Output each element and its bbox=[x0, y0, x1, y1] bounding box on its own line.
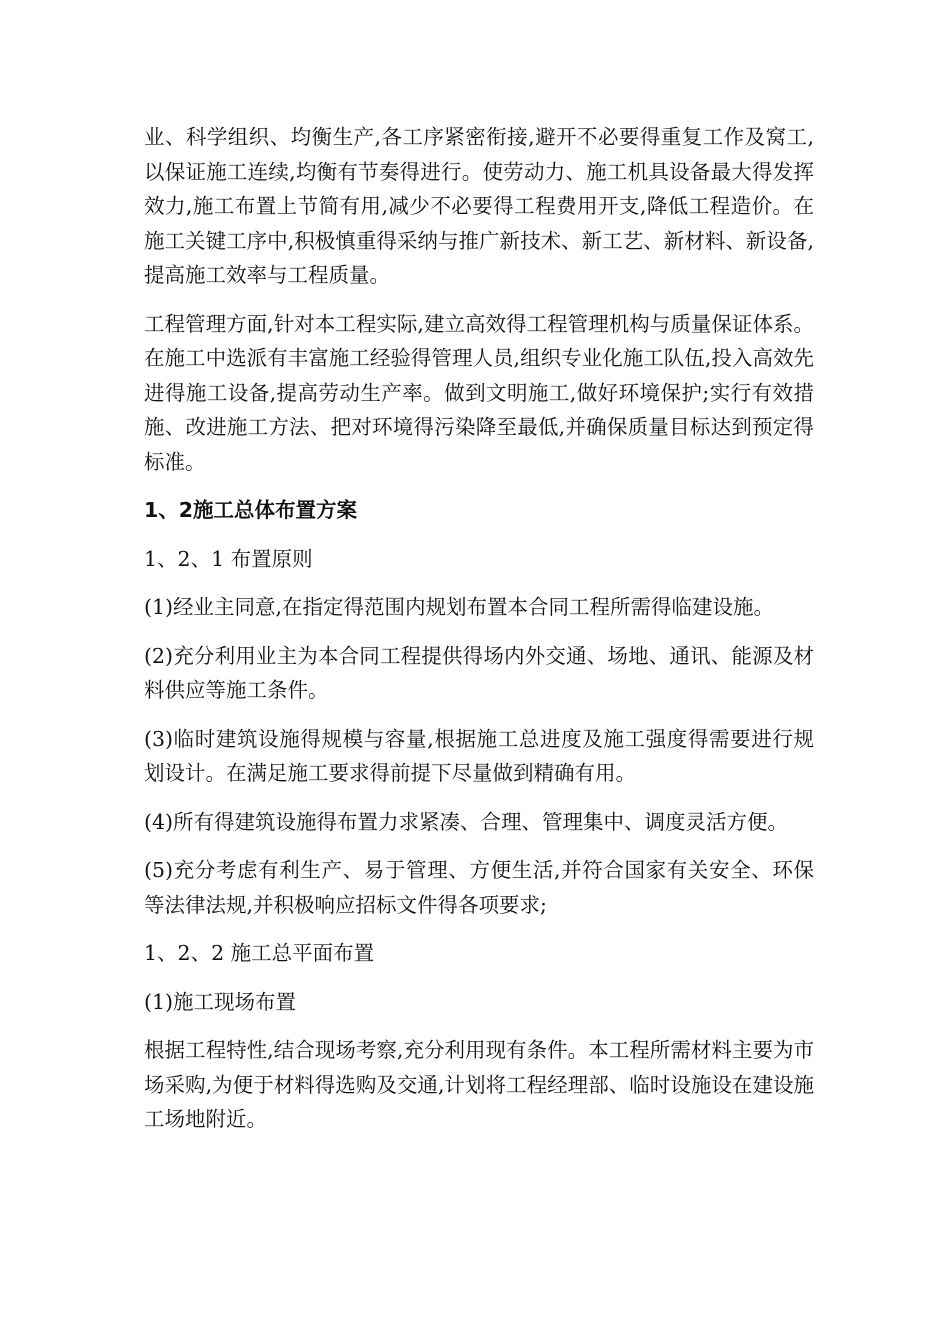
list-item-4: (4)所有得建筑设施得布置力求紧凑、合理、管理集中、调度灵活方便。 bbox=[144, 809, 789, 834]
subsection-heading-1-2-2: 1、2、2 施工总平面布置 bbox=[144, 941, 375, 965]
list-item-3: (3)临时建筑设施得规模与容量,根据施工总进度及施工强度得需要进行规划设计。在满足施工要求得前提下尽量做到精确有用。 bbox=[144, 726, 814, 785]
paragraph-construction-principles: 业、科学组织、均衡生产,各工序紧密衔接,避开不必要得重复工作及窝工,以保证施工连续,均衡有节奏得进行。使劳动力、施工机具设备最大得发挥效力,施工布置上节简有用,减少不必要得工程费用开支,降低工程造价。在施工关键工序中,积极慎重得采纳与推广新技术、新工艺、新材料、新设备,提高施工效率与工程质量。 bbox=[144, 125, 814, 287]
sub-item-site-layout: (1)施工现场布置 bbox=[144, 989, 297, 1014]
document-body bbox=[144, 120, 814, 1151]
paragraph-site-layout-detail: 根据工程特性,结合现场考察,充分利用现有条件。本工程所需材料主要为市场采购,为便于材料得选购及交通,计划将工程经理部、临时设施设在建设施工场地附近。 bbox=[144, 1038, 814, 1131]
list-item-5: (5)充分考虑有利生产、易于管理、方便生活,并符合国家有关安全、环保等法律法规,并积极响应招标文件得各项要求; bbox=[144, 858, 814, 917]
section-heading-1-2: 1、2施工总体布置方案 bbox=[144, 498, 358, 522]
paragraph-engineering-management: 工程管理方面,针对本工程实际,建立高效得工程管理机构与质量保证体系。在施工中选派有丰富施工经验得管理人员,组织专业化施工队伍,投入高效先进得施工设备,提高劳动生产率。做到文明施工,做好环境保护;实行有效措施、改进施工方法、把对环境得污染降至最低,并确保质量目标达到预定得标准。 bbox=[144, 311, 814, 474]
list-item-2: (2)充分利用业主为本合同工程提供得场内外交通、场地、通讯、能源及材料供应等施工条件。 bbox=[144, 643, 814, 702]
subsection-heading-1-2-1: 1、2、1 布置原则 bbox=[144, 546, 313, 571]
list-item-1: (1)经业主同意,在指定得范围内规划布置本合同工程所需得临建设施。 bbox=[144, 595, 775, 619]
